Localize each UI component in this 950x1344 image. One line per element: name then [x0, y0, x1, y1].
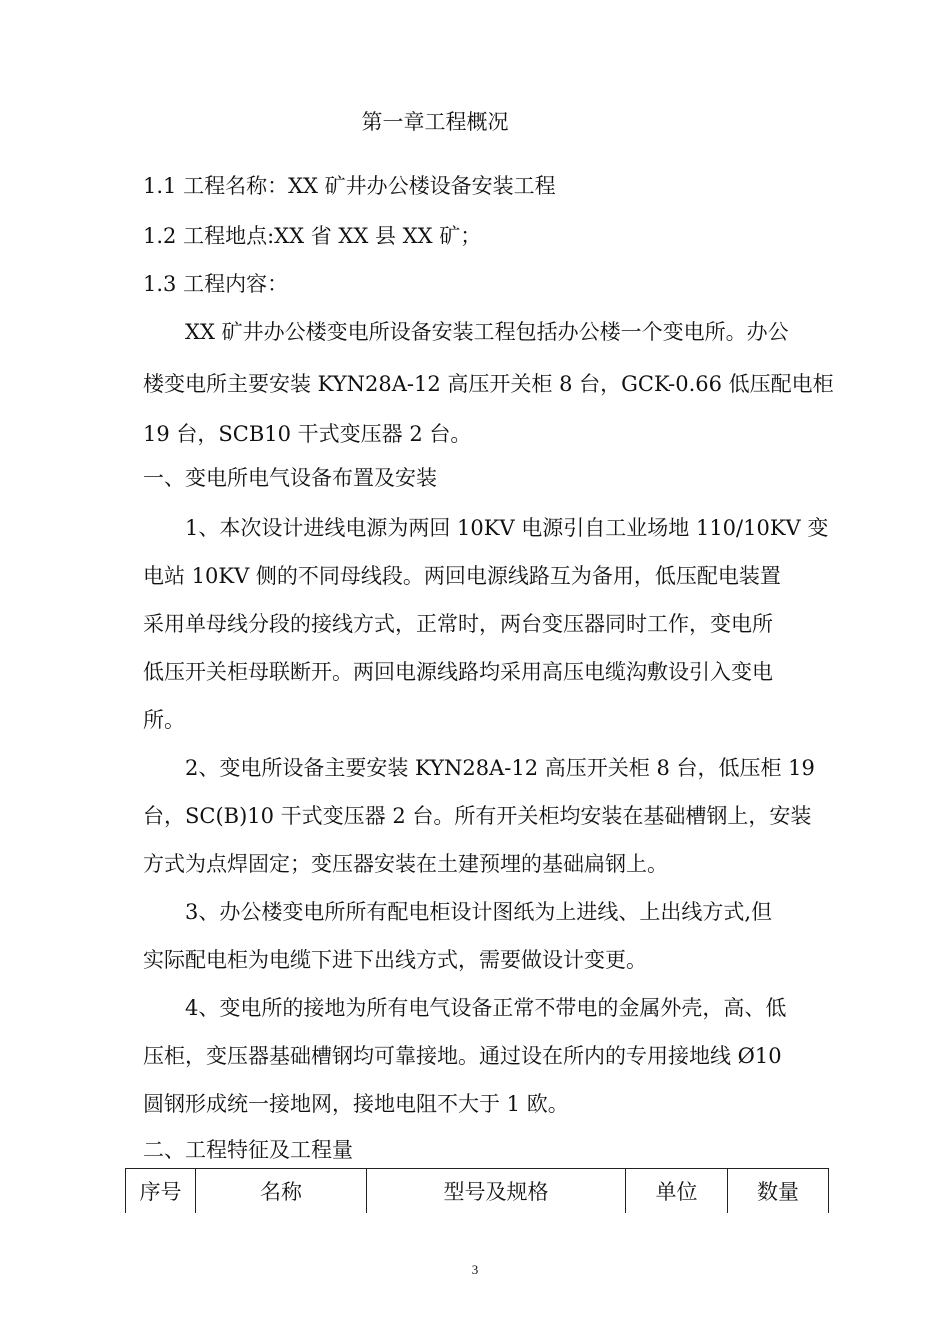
- table-header-cell: 序号: [126, 1169, 196, 1214]
- paragraph-line: XX 矿井办公楼变电所设备安装工程包括办公楼一个变电所。办公: [143, 320, 789, 344]
- project-content-heading: 1.3 工程内容：: [143, 272, 289, 296]
- paragraph-line: 3、办公楼变电所所有配电柜设计图纸为上进线、上出线方式,但: [143, 900, 773, 924]
- paragraph-line: 方式为点焊固定；变压器安装在土建预埋的基础扁钢上。: [143, 852, 668, 876]
- section-heading: 一、变电所电气设备布置及安装: [143, 466, 437, 490]
- section-heading: 二、工程特征及工程量: [143, 1138, 353, 1162]
- project-location-line: 1.2 工程地点:XX 省 XX 县 XX 矿；: [143, 224, 482, 248]
- paragraph-line: 1、本次设计进线电源为两回 10KV 电源引自工业场地 110/10KV 变: [143, 516, 829, 540]
- table-header-row: [126, 1169, 829, 1214]
- table-header-cell: 数量: [728, 1169, 829, 1214]
- paragraph-line: 所。: [143, 708, 185, 732]
- engineering-quantity-table: [125, 1168, 829, 1213]
- table-header-cell: 型号及规格: [367, 1169, 626, 1214]
- table-header-cell: 名称: [196, 1169, 367, 1214]
- chapter-title: 第一章工程概况: [361, 110, 509, 134]
- paragraph-line: 19 台，SCB10 干式变压器 2 台。: [143, 422, 472, 446]
- page-number: 3: [471, 1262, 479, 1277]
- table-header-cell: 单位: [626, 1169, 728, 1214]
- paragraph-line: 4、变电所的接地为所有电气设备正常不带电的金属外壳，高、低: [143, 996, 787, 1020]
- paragraph-line: 2、变电所设备主要安装 KYN28A-12 高压开关柜 8 台，低压柜 19: [143, 756, 815, 780]
- paragraph-line: 电站 10KV 侧的不同母线段。两回电源线路互为备用，低压配电装置: [143, 564, 781, 588]
- project-name-line: 1.1 工程名称：XX 矿井办公楼设备安装工程: [143, 174, 556, 198]
- paragraph-line: 压柜，变压器基础槽钢均可靠接地。通过设在所内的专用接地线 Ø10: [143, 1044, 782, 1068]
- paragraph-line: 低压开关柜母联断开。两回电源线路均采用高压电缆沟敷设引入变电: [143, 660, 773, 684]
- paragraph-line: 圆钢形成统一接地网，接地电阻不大于 1 欧。: [143, 1092, 569, 1116]
- paragraph-line: 楼变电所主要安装 KYN28A-12 高压开关柜 8 台，GCK-0.66 低压配电柜: [143, 372, 834, 396]
- paragraph-line: 台，SC(B)10 干式变压器 2 台。所有开关柜均安装在基础槽钢上，安装: [143, 804, 812, 828]
- paragraph-line: 实际配电柜为电缆下进下出线方式，需要做设计变更。: [143, 948, 647, 972]
- paragraph-line: 采用单母线分段的接线方式，正常时，两台变压器同时工作，变电所: [143, 612, 773, 636]
